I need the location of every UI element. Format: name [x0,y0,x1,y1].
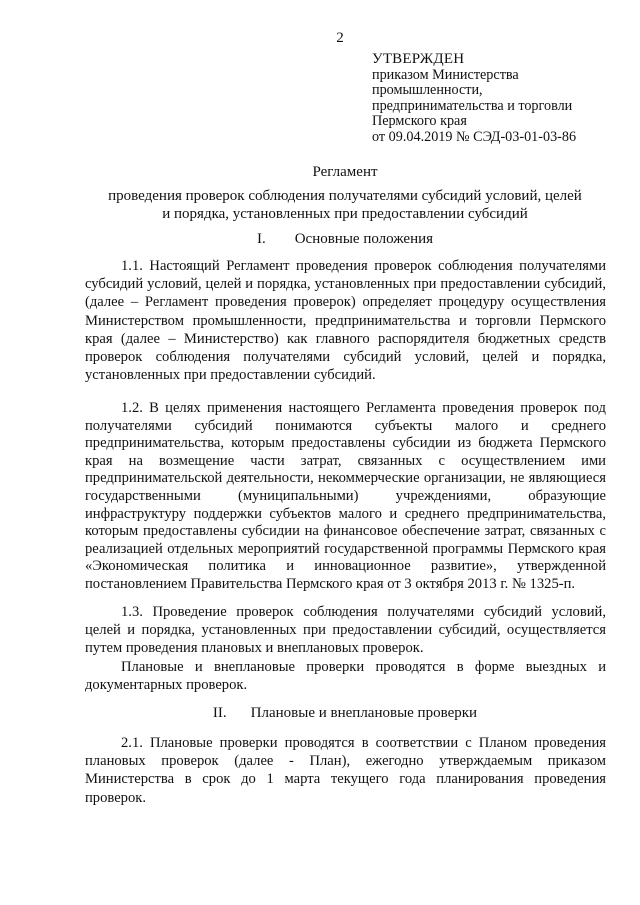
title-line: проведения проверок соблюдения получателями субсидий условий, целей [108,188,582,204]
paragraph: Плановые и внеплановые проверки проводятся в форме выездных и документарных проверок. [85,659,606,694]
paragraph: 1.3. Проведение проверок соблюдения получателями субсидий условий, целей и порядка, установленных при предоставлении субсидий, осуществляется путем проведения плановых и внеплановых проверок. [85,604,606,657]
section-heading [80,704,610,722]
section-number: II. [212,705,227,721]
section-title: Основные положения [294,231,434,247]
paragraph: 1.1. Настоящий Регламент проведения проверок соблюдения получателями субсидий условий, целей и порядка, установленных при предоставлении субсидий, (далее – Регламент проведения проверок) определяет процедуру осуществления Министерством промышленности, предпринимательства и торговли Пермского края (далее – Министерство) как главного распорядителя бюджетных средств проверок соблюдения получателями субсидий условий, целей и порядка, установленных при предоставлении субсидий. [85,258,606,384]
paragraph: 1.2. В целях применения настоящего Регламента проведения проверок под получателями субсидий понимаются субъекты малого и среднего предпринимательства, которым предоставлены субсидии из бюджета Пермского края на возмещение части затрат, связанных с осуществлением ими предпринимательской деятельности, некоммерческие организации, не являющиеся государственными (муниципальными) учреждениями, образующие инфраструктуру поддержки субъектов малого и среднего предпринимательства, которым предоставлены субсидии на финансовое обеспечение затрат, связанных с реализацией отдельных мероприятий государственной программы Пермского края «Экономическая политика и инновационное развитие», утвержденной постановлением Правительства Пермского края от 3 октября 2013 г. № 1325-п. [85,400,606,592]
approval-line: от 09.04.2019 № СЭД-03-01-03-86 [372,128,577,145]
approval-line: промышленности, [372,82,483,98]
approval-line: предпринимательства и торговли [372,97,573,114]
section-heading [80,230,610,248]
paragraph: 2.1. Плановые проверки проводятся в соответствии с Планом проведения плановых проверок (далее - План), ежегодно утверждаемым приказом Министерства в срок до 1 марта текущего года планирования проведения проверок. [85,735,606,806]
approval-line: приказом Министерства [372,66,519,83]
section-number: I. [256,231,266,247]
title-word: Регламент [312,164,378,180]
approval-line: Пермского края [372,113,467,129]
approval-stamp [372,52,632,145]
page-number: 2 [336,30,344,46]
title-line: и порядка, установленных при предоставлении субсидий [162,206,528,222]
approval-heading: УТВЕРЖДЕН [372,51,465,67]
section-title: Плановые и внеплановые проверки [250,705,478,721]
document-title [80,163,610,223]
